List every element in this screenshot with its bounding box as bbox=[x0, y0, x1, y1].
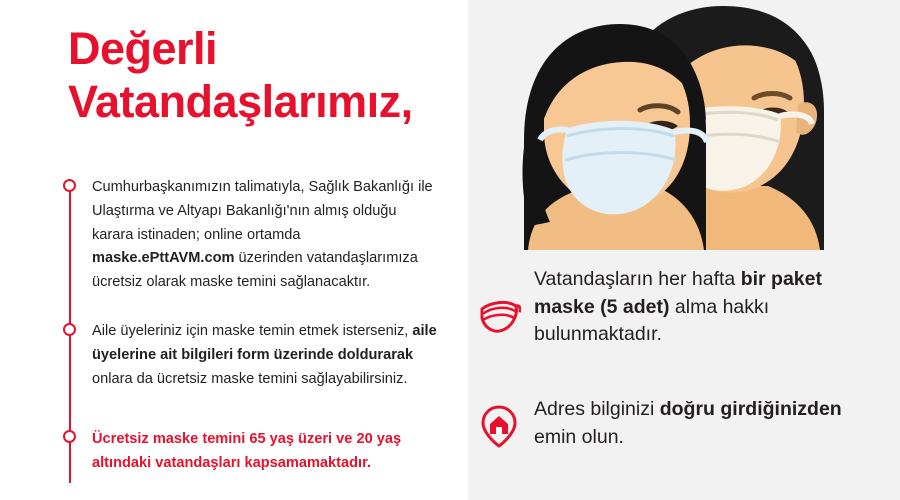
timeline-dot-3 bbox=[63, 430, 76, 443]
timeline-dot-1 bbox=[63, 179, 76, 192]
timeline-dot-2 bbox=[63, 323, 76, 336]
paragraph-3: Ücretsiz maske temini 65 yaş üzeri ve 20 yaş altındaki vatandaşları kapsamamaktadır. bbox=[92, 431, 402, 471]
headline-line-1: Değerli bbox=[68, 23, 218, 74]
bullet-address: Adres bilginizi doğru girdiğinizden emin olun. bbox=[534, 398, 842, 448]
paragraph-1: Cumhurbaşkanımızın talimatıyla, Sağlık Bakanlığı ile Ulaştırma ve Altyapı Bakanlığı'nın almış olduğu karara istinaden; online ortamda maske.ePttAVM.com üzerinden vatandaşlarımıza ücretsiz olarak maske temini sağlanacaktır. bbox=[92, 179, 433, 291]
headline-line-2: Vatandaşlarımız, bbox=[68, 76, 413, 128]
bullet-mask-quota: Vatandaşların her hafta bir paket maske (5 adet) alma hakkı bulunmaktadır. bbox=[534, 268, 822, 346]
person-front bbox=[523, 24, 708, 250]
paragraph-2: Aile üyeleriniz için maske temin etmek isterseniz, aile üyelerine ait bilgileri form üzerinde doldurarak onlara da ücretsiz maske temini sağlayabilirsiniz. bbox=[92, 323, 437, 387]
mask-icon bbox=[477, 293, 521, 337]
location-home-icon bbox=[477, 404, 521, 448]
page-title bbox=[68, 22, 538, 128]
